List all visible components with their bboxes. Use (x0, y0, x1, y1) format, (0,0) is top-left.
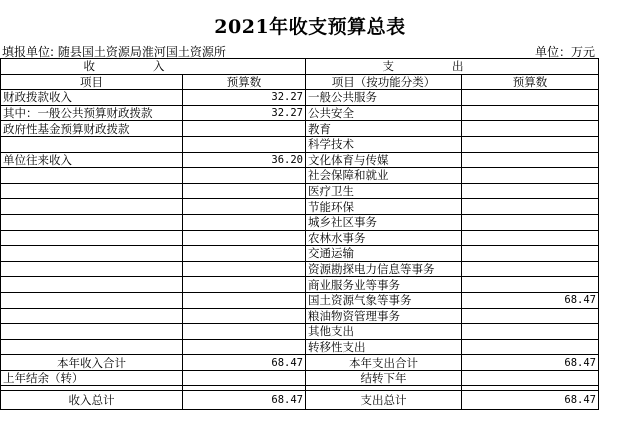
budget-table (0, 58, 599, 410)
expense-item-cell: 资源勘探电力信息等事务 (306, 261, 462, 277)
expense-item-cell: 一般公共服务 (306, 90, 462, 106)
expense-subtotal-value: 68.47 (462, 355, 599, 371)
income-item-cell (1, 214, 183, 230)
table-row (1, 105, 599, 121)
income-budget-header: 预算数 (183, 74, 306, 90)
column-header-row (1, 74, 599, 90)
expense-total-label: 支出总计 (306, 391, 462, 410)
expense-budget-cell: 68.47 (462, 292, 599, 308)
table-row (1, 168, 599, 184)
income-section-label: 收入 (83, 59, 223, 74)
income-item-cell: 其中：一般公共预算财政拨款 (1, 105, 183, 121)
expense-budget-cell (462, 183, 599, 199)
income-budget-cell (183, 230, 306, 246)
income-item-cell (1, 230, 183, 246)
expense-item-cell: 粮油物资管理事务 (306, 308, 462, 324)
table-row (1, 214, 599, 230)
expense-item-cell: 转移性支出 (306, 339, 462, 355)
expense-budget-cell (462, 246, 599, 262)
table-row (1, 324, 599, 340)
expense-budget-cell (462, 230, 599, 246)
income-item-cell (1, 277, 183, 293)
income-budget-cell: 32.27 (183, 105, 306, 121)
income-item-cell (1, 168, 183, 184)
income-budget-cell (183, 308, 306, 324)
table-row (1, 308, 599, 324)
expense-item-cell: 农林水事务 (306, 230, 462, 246)
expense-item-cell: 城乡社区事务 (306, 214, 462, 230)
carryover-row (1, 370, 599, 386)
income-item-cell (1, 292, 183, 308)
expense-budget-cell (462, 152, 599, 168)
income-budget-cell (183, 324, 306, 340)
income-item-cell: 单位往来收入 (1, 152, 183, 168)
table-row (1, 246, 599, 262)
expense-subtotal-label: 本年支出合计 (306, 355, 462, 371)
expense-item-cell: 科学技术 (306, 136, 462, 152)
section-header-row (1, 59, 599, 75)
table-row (1, 261, 599, 277)
table-row (1, 230, 599, 246)
expense-budget-cell (462, 308, 599, 324)
income-item-cell (1, 183, 183, 199)
income-budget-cell (183, 121, 306, 137)
income-budget-cell (183, 214, 306, 230)
expense-budget-cell (462, 121, 599, 137)
income-item-cell (1, 246, 183, 262)
income-budget-cell (183, 261, 306, 277)
expense-carryover-value (462, 370, 599, 386)
income-item-cell (1, 199, 183, 215)
income-item-cell: 财政拨款收入 (1, 90, 183, 106)
table-row (1, 277, 599, 293)
expense-total-value: 68.47 (462, 391, 599, 410)
table-row (1, 152, 599, 168)
table-row (1, 121, 599, 137)
income-budget-cell (183, 168, 306, 184)
expense-budget-cell (462, 339, 599, 355)
expense-item-cell: 交通运输 (306, 246, 462, 262)
expense-budget-cell (462, 261, 599, 277)
income-item-cell (1, 136, 183, 152)
expense-item-cell: 其他支出 (306, 324, 462, 340)
income-item-cell (1, 339, 183, 355)
income-budget-cell: 36.20 (183, 152, 306, 168)
expense-item-cell: 公共安全 (306, 105, 462, 121)
expense-budget-cell (462, 324, 599, 340)
expense-item-header: 项目（按功能分类） (306, 74, 462, 90)
income-budget-cell (183, 246, 306, 262)
income-item-cell (1, 308, 183, 324)
expense-budget-cell (462, 90, 599, 106)
table-row (1, 136, 599, 152)
expense-budget-cell (462, 168, 599, 184)
expense-item-cell: 教育 (306, 121, 462, 137)
subtotal-row (1, 355, 599, 371)
income-item-cell (1, 324, 183, 340)
expense-budget-cell (462, 199, 599, 215)
expense-section-header (306, 59, 599, 75)
income-item-cell (1, 261, 183, 277)
income-budget-cell (183, 339, 306, 355)
table-row (1, 183, 599, 199)
income-budget-cell (183, 277, 306, 293)
income-budget-cell: 32.27 (183, 90, 306, 106)
expense-item-cell: 国土资源气象等事务 (306, 292, 462, 308)
income-item-cell: 政府性基金预算财政拨款 (1, 121, 183, 137)
expense-item-cell: 文化体育与传媒 (306, 152, 462, 168)
income-item-header: 项目 (1, 74, 183, 90)
table-row (1, 339, 599, 355)
income-total-value: 68.47 (183, 391, 306, 410)
income-subtotal-value: 68.47 (183, 355, 306, 371)
table-row (1, 292, 599, 308)
income-carryover-value (183, 370, 306, 386)
income-section-header (1, 59, 306, 75)
income-budget-cell (183, 292, 306, 308)
reporting-unit: 填报单位: 随县国土资源局淮河国土资源所 (2, 45, 226, 59)
expense-section-label: 支出 (382, 59, 522, 74)
total-row (1, 391, 599, 410)
expense-item-cell: 医疗卫生 (306, 183, 462, 199)
expense-budget-cell (462, 277, 599, 293)
expense-item-cell: 节能环保 (306, 199, 462, 215)
expense-item-cell: 商业服务业等事务 (306, 277, 462, 293)
expense-carryover-label: 结转下年 (306, 370, 462, 386)
unit-of-measure: 单位：万元 (534, 45, 595, 59)
expense-budget-cell (462, 105, 599, 121)
table-row (1, 90, 599, 106)
table-row (1, 199, 599, 215)
income-budget-cell (183, 199, 306, 215)
income-total-label: 收入总计 (1, 391, 183, 410)
expense-item-cell: 社会保障和就业 (306, 168, 462, 184)
report-title: 2021年收支预算总表 (214, 16, 406, 38)
income-budget-cell (183, 183, 306, 199)
income-carryover-label: 上年结余（转） (1, 370, 183, 386)
expense-budget-cell (462, 214, 599, 230)
expense-budget-cell (462, 136, 599, 152)
expense-budget-header: 预算数 (462, 74, 599, 90)
income-budget-cell (183, 136, 306, 152)
income-subtotal-label: 本年收入合计 (1, 355, 183, 371)
